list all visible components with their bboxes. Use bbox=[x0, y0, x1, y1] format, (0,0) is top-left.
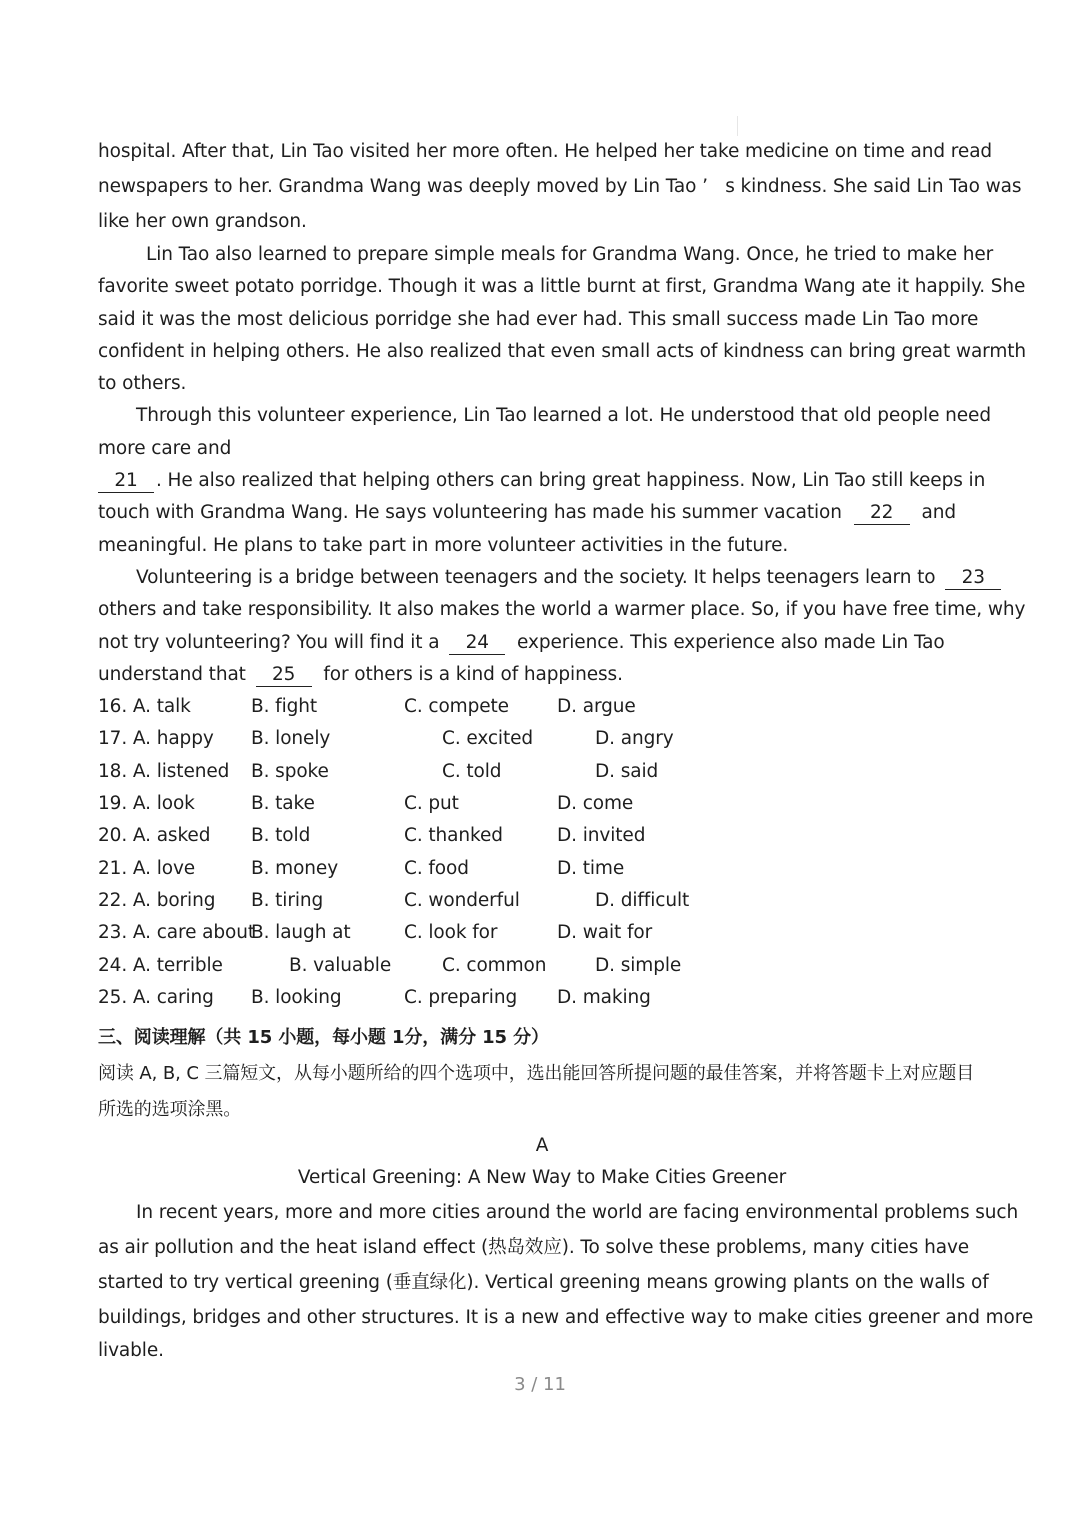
blank-23: 23 bbox=[945, 567, 1001, 590]
passage-line bbox=[98, 627, 986, 659]
option-a: 17. A. happy bbox=[98, 728, 214, 750]
option-c: C. told bbox=[442, 760, 502, 782]
option-b: B. fight bbox=[251, 696, 318, 718]
option-a: 23. A. care about bbox=[98, 922, 256, 944]
passage-line: hospital. After that, Lin Tao visited her more often. He helped her take medicine on time and read bbox=[98, 141, 993, 162]
option-d: D. invited bbox=[557, 825, 646, 847]
passage-line: favorite sweet potato porridge. Though it was a little burnt at first, Grandma Wang ate it happily. She bbox=[98, 276, 1026, 298]
option-row bbox=[98, 950, 986, 982]
option-row bbox=[98, 820, 986, 852]
option-c: C. look for bbox=[404, 922, 498, 944]
option-row bbox=[98, 853, 986, 885]
option-a: 22. A. boring bbox=[98, 889, 216, 911]
option-c: C. thanked bbox=[404, 825, 503, 847]
passage-text: Volunteering is a bridge between teenagers and the society. It helps teenagers learn to bbox=[136, 566, 936, 588]
option-b: B. laugh at bbox=[251, 922, 351, 944]
option-b: B. spoke bbox=[251, 760, 329, 782]
option-c: C. compete bbox=[404, 696, 509, 718]
passage-line: newspapers to her. Grandma Wang was deeply moved by Lin Tao ’ s kindness. She said Lin Tao was bbox=[98, 176, 1022, 197]
blank-22: 22 bbox=[854, 502, 910, 525]
blank-25: 25 bbox=[256, 664, 312, 687]
option-row bbox=[98, 917, 986, 949]
passage-text: for others is a kind of happiness. bbox=[323, 663, 623, 685]
passage-line bbox=[98, 465, 986, 497]
article-line: buildings, bridges and other structures. It is a new and effective way to make cities greener and more bbox=[98, 1306, 1034, 1328]
option-a: 21. A. love bbox=[98, 857, 196, 879]
option-b: B. take bbox=[251, 793, 315, 815]
option-b: B. told bbox=[251, 825, 311, 847]
passage-line: more care and bbox=[98, 437, 232, 459]
passage-letter: A bbox=[535, 1135, 549, 1157]
option-d: D. said bbox=[595, 760, 659, 782]
option-c: C. put bbox=[404, 793, 459, 815]
option-row bbox=[98, 691, 986, 723]
passage-line: Through this volunteer experience, Lin Tao learned a lot. He understood that old people need bbox=[136, 405, 991, 427]
option-b: B. lonely bbox=[251, 728, 331, 750]
option-d: D. argue bbox=[557, 696, 636, 718]
article-line: In recent years, more and more cities around the world are facing environmental problems such bbox=[136, 1201, 1019, 1223]
article-line: started to try vertical greening (垂直绿化). Vertical greening means growing plants on the walls of bbox=[98, 1271, 989, 1293]
passage-text: understand that bbox=[98, 663, 246, 685]
option-c: C. excited bbox=[442, 728, 534, 750]
option-row bbox=[98, 788, 986, 820]
option-a: 18. A. listened bbox=[98, 760, 230, 782]
passage-text: . He also realized that helping others can bring great happiness. Now, Lin Tao still keeps in bbox=[156, 470, 986, 492]
passage-text: experience. This experience also made Lin Tao bbox=[517, 631, 945, 653]
option-d: D. making bbox=[557, 986, 651, 1008]
passage-line: said it was the most delicious porridge she had ever had. This small success made Lin Tao more bbox=[98, 308, 979, 330]
section-heading: 三、阅读理解（共 15 小题，每小题 1分，满分 15 分） bbox=[98, 1027, 549, 1049]
passage-line bbox=[98, 562, 986, 594]
article-title: Vertical Greening: A New Way to Make Cities Greener bbox=[297, 1167, 787, 1189]
blank-21: 21 bbox=[98, 470, 154, 493]
passage-text: touch with Grandma Wang. He says volunteering has made his summer vacation bbox=[98, 502, 842, 524]
blank-24: 24 bbox=[449, 632, 505, 655]
option-row bbox=[98, 723, 986, 755]
passage-line: confident in helping others. He also realized that even small acts of kindness can bring great warmth bbox=[98, 340, 1027, 362]
passage-line: Lin Tao also learned to prepare simple meals for Grandma Wang. Once, he tried to make her bbox=[146, 244, 994, 265]
option-d: D. wait for bbox=[557, 922, 653, 944]
passage-text: not try volunteering? You will find it a bbox=[98, 631, 440, 653]
option-a: 19. A. look bbox=[98, 793, 195, 815]
option-a: 20. A. asked bbox=[98, 825, 211, 847]
scan-mark bbox=[737, 116, 738, 136]
option-d: D. simple bbox=[595, 954, 682, 976]
option-a: 25. A. caring bbox=[98, 986, 214, 1008]
option-c: C. food bbox=[404, 857, 469, 879]
section-instructions: 阅读 A, B, C 三篇短文，从每小题所给的四个选项中，选出能回答所提问题的最佳答案，并将答题卡上对应题目所选的选项涂黑。 bbox=[98, 1063, 975, 1121]
page-number: 3 / 11 bbox=[514, 1374, 566, 1395]
passage-line bbox=[98, 497, 986, 529]
option-b: B. money bbox=[251, 857, 339, 879]
option-d: D. time bbox=[557, 857, 625, 879]
option-a: 24. A. terrible bbox=[98, 954, 223, 976]
option-c: C. wonderful bbox=[404, 889, 520, 911]
passage-line bbox=[98, 659, 986, 691]
article-line: livable. bbox=[98, 1339, 164, 1361]
option-c: C. common bbox=[442, 954, 547, 976]
option-d: D. angry bbox=[595, 728, 674, 750]
option-a: 16. A. talk bbox=[98, 696, 191, 718]
option-row bbox=[98, 982, 986, 1014]
passage-text: and bbox=[921, 502, 956, 524]
option-d: D. come bbox=[557, 793, 634, 815]
option-b: B. valuable bbox=[289, 954, 392, 976]
passage-line: others and take responsibility. It also makes the world a warmer place. So, if you have free time, why bbox=[98, 599, 1026, 621]
option-row bbox=[98, 885, 986, 917]
page-content bbox=[98, 134, 1034, 1367]
option-b: B. tiring bbox=[251, 889, 324, 911]
option-row bbox=[98, 756, 986, 788]
article-line: as air pollution and the heat island effect (热岛效应). To solve these problems, many cities have bbox=[98, 1236, 970, 1258]
option-d: D. difficult bbox=[595, 889, 690, 911]
passage-line: meaningful. He plans to take part in more volunteer activities in the future. bbox=[98, 534, 789, 556]
option-b: B. looking bbox=[251, 986, 342, 1008]
passage-line: to others. bbox=[98, 373, 187, 395]
option-c: C. preparing bbox=[404, 986, 518, 1008]
passage-line: like her own grandson. bbox=[98, 211, 307, 232]
